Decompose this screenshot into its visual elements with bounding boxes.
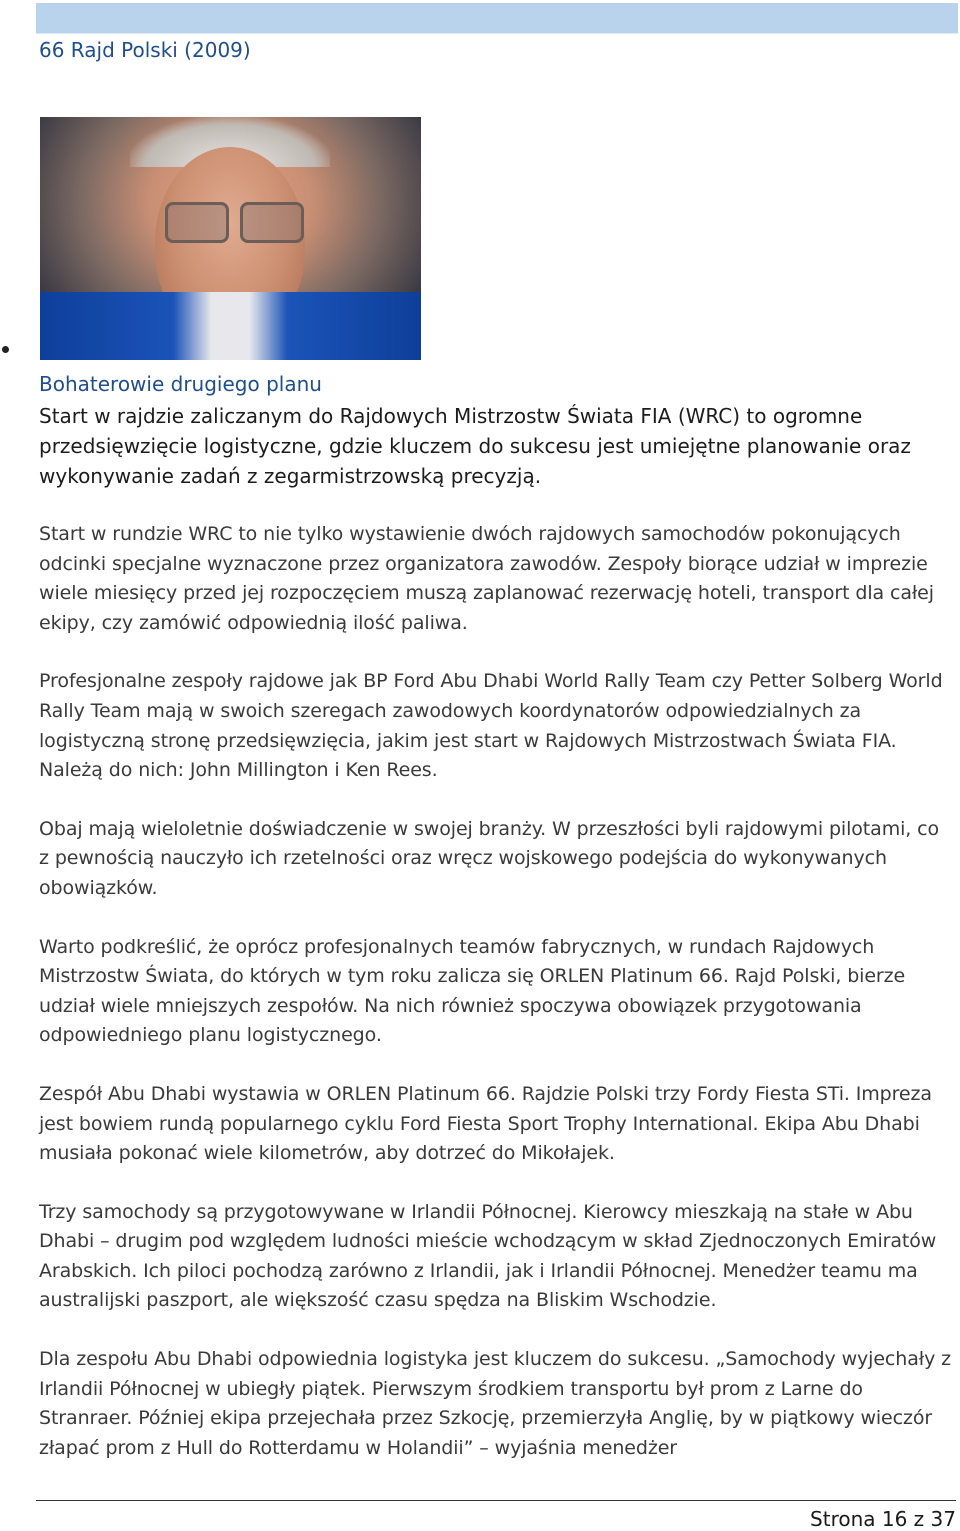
footer-divider: [36, 1500, 956, 1501]
paragraph-7: Dla zespołu Abu Dhabi odpowiednia logistyka jest kluczem do sukcesu. „Samochody wyjechały z Irlandii Północnej w ubiegły piątek. Pierwszym środkiem transportu był prom z Larne do Stranraer. Później ekipa przejechała przez Szkocję, przemierzyła Anglię, by w piątkowy wieczór złapać prom z Hull do Rotterdamu w Holandii” – wyjaśnia menedżer: [39, 1348, 952, 1459]
list-bullet-icon: [2, 346, 9, 353]
article-body: [39, 520, 954, 1492]
photo-glasses-right: [240, 202, 304, 243]
paragraph-5: Zespół Abu Dhabi wystawia w ORLEN Platinum 66. Rajdzie Polski trzy Fordy Fiesta STi. Impreza jest bowiem rundą popularnego cyklu Ford Fiesta Sport Trophy International. Ekipa Abu Dhabi musiała pokonać wiele kilometrów, aby dotrzeć do Mikołajek.: [39, 1082, 932, 1165]
section-heading: Bohaterowie drugiego planu: [39, 372, 322, 396]
document-title: 66 Rajd Polski (2009): [39, 38, 251, 62]
paragraph-6: Trzy samochody są przygotowywane w Irlandii Północnej. Kierowcy mieszkają na stałe w Abu Dhabi – drugim pod względem ludności mieście wchodzącym w skład Zjednoczonych Emiratów Arabskich. Ich piloci pochodzą zarówno z Irlandii, jak i Irlandii Północnej. Menedżer teamu ma australijski paszport, ale większość czasu spędza na Bliskim Wschodzie.: [39, 1200, 937, 1312]
paragraph-4: Warto podkreślić, że oprócz profesjonalnych teamów fabrycznych, w rundach Rajdowych Mistrzostw Świata, do których w tym roku zalicza się ORLEN Platinum 66. Rajd Polski, bierze udział wiele mniejszych zespołów. Na nich również spoczywa obowiązek przygotowania odpowiedniego planu logistycznego.: [39, 935, 906, 1047]
page-number: Strona 16 z 37: [810, 1507, 956, 1531]
lead-paragraph: Start w rajdzie zaliczanym do Rajdowych Mistrzostw Świata FIA (WRC) to ogromne przedsięwzięcie logistyczne, gdzie kluczem do sukcesu jest umiejętne planowanie oraz wykonywanie zadań z zegarmistrzowską precyzją.: [39, 404, 911, 488]
paragraph-3: Obaj mają wieloletnie doświadczenie w swojej branży. W przeszłości byli rajdowymi pilotami, co z pewnością nauczyło ich rzetelności oraz wręcz wojskowego podejścia do wykonywanych obowiązków.: [39, 817, 940, 899]
paragraph-1: Start w rundzie WRC to nie tylko wystawienie dwóch rajdowych samochodów pokonujących odcinki specjalne wyznaczone przez organizatora zawodów. Zespoły biorące udział w imprezie wiele miesięcy przed jej rozpoczęciem muszą zaplanować rezerwację hoteli, transport dla całej ekipy, czy zamówić odpowiednią ilość paliwa.: [39, 523, 934, 634]
photo-glasses-left: [165, 202, 229, 243]
portrait-photo-icon: [40, 117, 421, 360]
paragraph-2: Profesjonalne zespoły rajdowe jak BP Ford Abu Dhabi World Rally Team czy Petter Solberg World Rally Team mają w swoich szeregach zawodowych koordynatorów odpowiedzialnych za logistyczną stronę przedsięwzięcia, jakim jest start w Rajdowych Mistrzostwach Świata FIA. Należą do nich: John Millington i Ken Rees.: [39, 670, 943, 782]
photo-jacket: [40, 292, 421, 360]
